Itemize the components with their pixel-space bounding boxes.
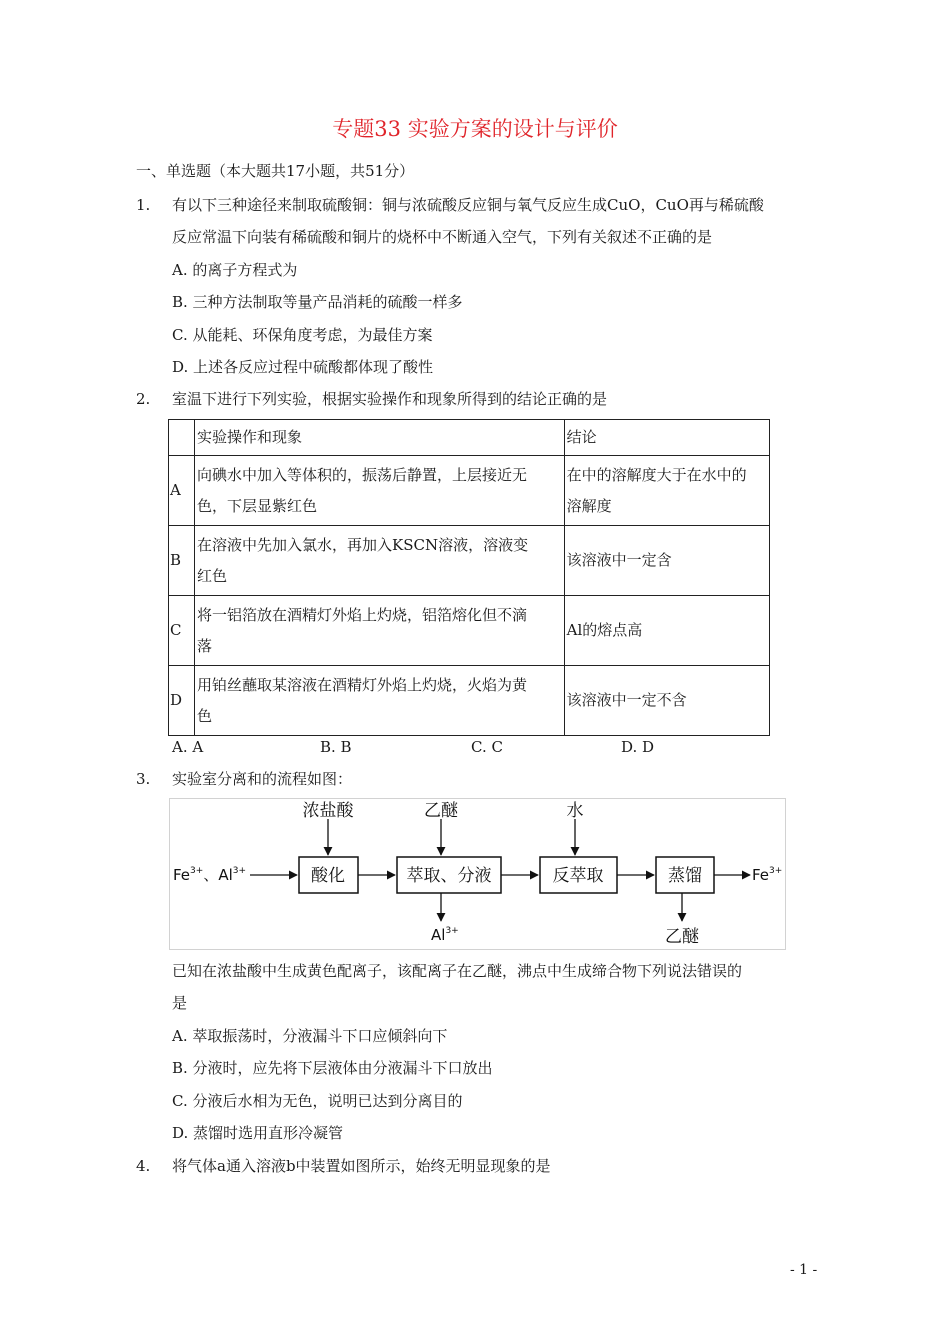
- output-fe-label: $Fe^{3+}$: [752, 866, 783, 884]
- q3-number: 3.: [136, 770, 151, 788]
- q2-choice-c: C. C: [471, 738, 503, 756]
- flowchart-svg: [170, 799, 785, 949]
- table-header-row: [169, 420, 770, 456]
- q1-number: 1.: [136, 196, 151, 214]
- row-conclusion: [564, 456, 769, 526]
- row-conclusion: 该溶液中一定不含: [564, 666, 769, 736]
- row-operation: [195, 596, 565, 666]
- row-label: D: [169, 666, 195, 736]
- q2-stem: 室温下进行下列实验，根据实验操作和现象所得到的结论正确的是: [172, 390, 608, 408]
- row-operation: [195, 456, 565, 526]
- table-row: [169, 526, 770, 596]
- q1-option-a: A. 的离子方程式为: [172, 261, 298, 279]
- q3-option-d: D. 蒸馏时选用直形冷凝管: [172, 1124, 344, 1142]
- q3-note-line2: 是: [172, 994, 188, 1012]
- q2-choice-d: D. D: [621, 738, 655, 756]
- table-row: [169, 456, 770, 526]
- reagent-water: 水: [566, 801, 584, 821]
- row-operation-line: 向碘水中加入等体积的，振荡后静置，上层接近无: [197, 465, 528, 484]
- q1-stem-line2: 反应常温下向装有稀硫酸和铜片的烧杯中不断通入空气，下列有关叙述不正确的是: [172, 228, 713, 246]
- row-operation-line: 红色: [197, 566, 228, 585]
- step-label-distillation: 蒸馏: [668, 866, 702, 886]
- page-number: - 1 -: [790, 1262, 818, 1278]
- q3-stem: 实验室分离和的流程如图：: [172, 770, 353, 788]
- step-label-extraction: 萃取、分液: [406, 866, 492, 886]
- separation-flowchart: [169, 798, 786, 950]
- q2-choice-b: B. B: [320, 738, 352, 756]
- step-label-back-extraction: 反萃取: [552, 866, 604, 886]
- input-ions-label: $Fe^{3+}$、$Al^{3+}$: [173, 866, 247, 884]
- table-header-label: [169, 420, 195, 456]
- table-header-operation: 实验操作和现象: [195, 420, 565, 456]
- q3-option-a: A. 萃取振荡时，分液漏斗下口应倾斜向下: [172, 1027, 448, 1045]
- row-conclusion: 该溶液中一定含: [564, 526, 769, 596]
- row-label: C: [169, 596, 195, 666]
- section-heading: 一、单选题（本大题共17小题，共51分）: [136, 162, 415, 180]
- q4-stem: 将气体a通入溶液b中装置如图所示，始终无明显现象的是: [172, 1157, 551, 1175]
- q1-stem-line1: 有以下三种途径来制取硫酸铜：铜与浓硫酸反应铜与氧气反应生成CuO，CuO再与稀硫酸: [172, 196, 764, 214]
- page-title: 专题33 实验方案的设计与评价: [332, 117, 618, 141]
- q4-number: 4.: [136, 1157, 151, 1175]
- output-al-label: $Al^{3+}$: [431, 926, 459, 944]
- reagent-ether: 乙醚: [424, 801, 458, 821]
- reagent-conc-hcl: 浓盐酸: [302, 801, 354, 821]
- q2-number: 2.: [136, 390, 151, 408]
- row-operation-line: 在溶液中先加入氯水，再加入KSCN溶液，溶液变: [197, 535, 529, 554]
- row-conclusion: Al的熔点高: [564, 596, 769, 666]
- q1-option-b: B. 三种方法制取等量产品消耗的硫酸一样多: [172, 293, 463, 311]
- row-label: A: [169, 456, 195, 526]
- table-row: [169, 596, 770, 666]
- row-operation-line: 落: [197, 636, 213, 655]
- step-label-acidify: 酸化: [311, 866, 345, 886]
- q3-note-line1: 已知在浓盐酸中生成黄色配离子，该配离子在乙醚，沸点中生成缔合物下列说法错误的: [172, 962, 743, 980]
- experiment-table: [168, 419, 770, 736]
- output-ether-label: 乙醚: [665, 927, 699, 947]
- q1-option-c: C. 从能耗、环保角度考虑，为最佳方案: [172, 326, 433, 344]
- q2-choice-a: A. A: [172, 738, 204, 756]
- row-conclusion-line: 在中的溶解度大于在水中的: [566, 465, 747, 484]
- table-row: [169, 666, 770, 736]
- q3-option-c: C. 分液后水相为无色，说明已达到分离目的: [172, 1092, 463, 1110]
- q1-option-d: D. 上述各反应过程中硫酸都体现了酸性: [172, 358, 434, 376]
- row-operation-line: 用铂丝蘸取某溶液在酒精灯外焰上灼烧，火焰为黄: [197, 675, 528, 694]
- row-operation-line: 色: [197, 706, 213, 725]
- row-operation: [195, 526, 565, 596]
- q3-option-b: B. 分液时，应先将下层液体由分液漏斗下口放出: [172, 1059, 493, 1077]
- row-conclusion-line: 溶解度: [566, 496, 612, 515]
- row-operation-line: 将一铝箔放在酒精灯外焰上灼烧，铝箔熔化但不滴: [197, 605, 528, 624]
- row-label: B: [169, 526, 195, 596]
- table-header-conclusion: 结论: [564, 420, 769, 456]
- row-operation-line: 色，下层显紫红色: [197, 496, 318, 515]
- row-operation: [195, 666, 565, 736]
